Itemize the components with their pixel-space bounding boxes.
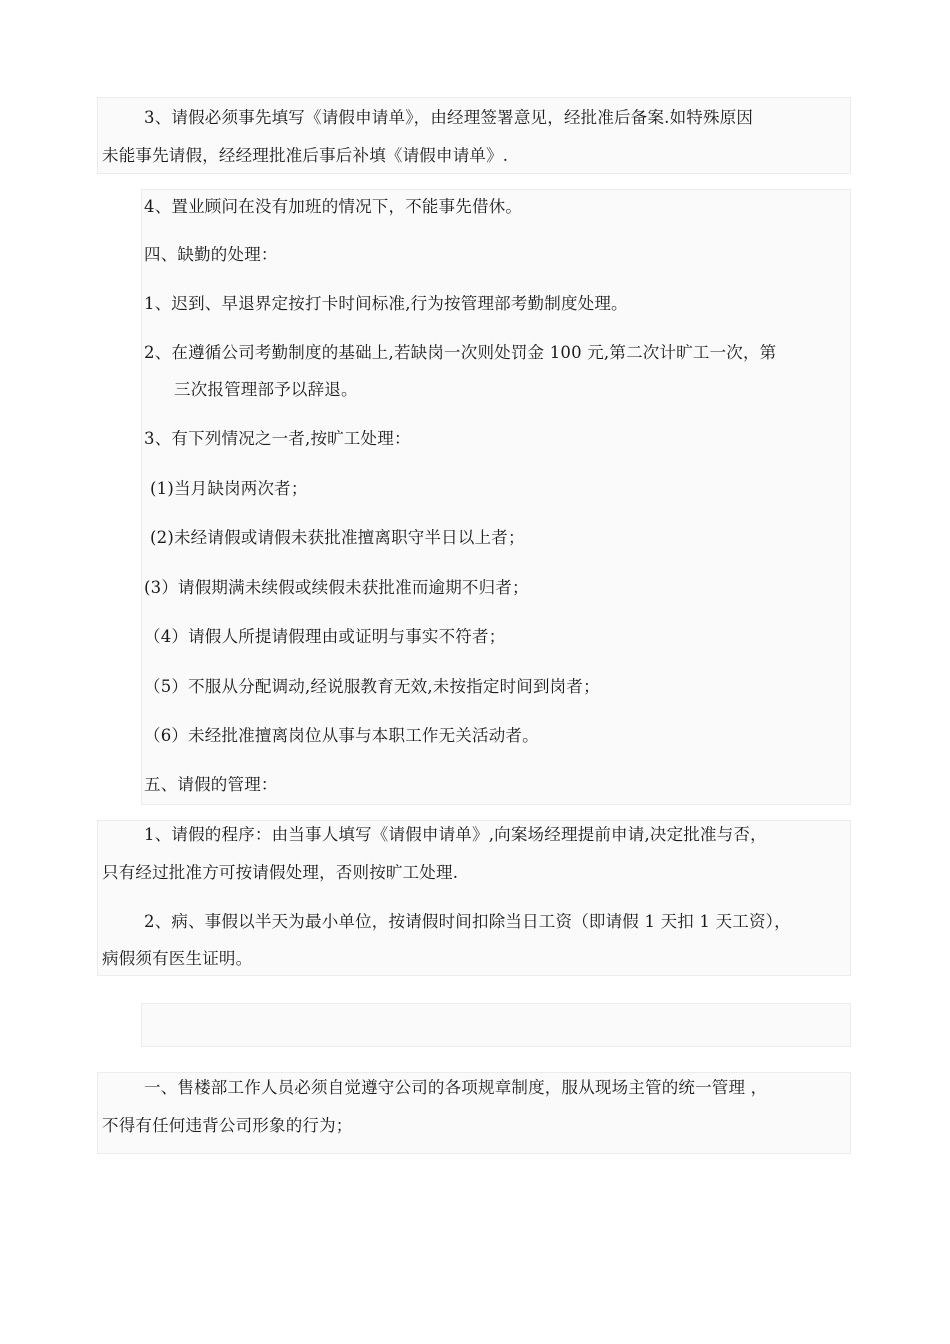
text-line: 4、置业顾问在没有加班的情况下，不能事先借休。 (144, 197, 523, 216)
paragraph-leave-application (97, 97, 851, 174)
list-item: 3、有下列情况之一者,按旷工处理： (144, 429, 411, 448)
text-line: 只有经过批准方可按请假处理，否则按旷工处理. (102, 863, 459, 882)
section-absence-handling (141, 189, 851, 805)
list-item: 2、在遵循公司考勤制度的基础上,若缺岗一次则处罚金 100 元,第二次计旷工一次，第 (144, 343, 777, 362)
list-item: （4）请假人所提请假理由或证明与事实不符者； (144, 627, 506, 646)
list-item: 2、病、事假以半天为最小单位，按请假时间扣除当日工资（即请假 1 天扣 1 天工资）， (144, 912, 791, 931)
list-item: 1、迟到、早退界定按打卡时间标准,行为按管理部考勤制度处理。 (144, 294, 628, 313)
list-item: (1)当月缺岗两次者； (150, 479, 308, 498)
subheading: 四、缺勤的处理： (144, 245, 278, 264)
text-line: 3、请假必须事先填写《请假申请单》，由经理签署意见，经批准后备案.如特殊原因 (144, 108, 754, 127)
list-item: (3）请假期满未续假或续假未获批准而逾期不归者； (144, 578, 529, 597)
list-item: （6）未经批准擅离岗位从事与本职工作无关活动者。 (144, 726, 539, 745)
paragraph-duties (97, 1072, 851, 1154)
list-item: (2)未经请假或请假未获批准擅离职守半日以上者； (150, 528, 525, 547)
section-leave-management (97, 820, 851, 976)
list-item: （5）不服从分配调动,经说服教育无效,未按指定时间到岗者； (144, 677, 600, 696)
chapter-heading (141, 1003, 851, 1047)
list-item: 一、售楼部工作人员必须自觉遵守公司的各项规章制度，服从现场主管的统一管理 ， (144, 1078, 768, 1097)
text-line: 三次报管理部予以辞退。 (174, 380, 358, 399)
text-line: 病假须有医生证明。 (102, 949, 253, 968)
text-line: 未能事先请假，经经理批准后事后补填《请假申请单》. (102, 146, 509, 165)
list-item: 1、请假的程序：由当事人填写《请假申请单》,向案场经理提前申请,决定批准与否， (144, 825, 767, 844)
text-line: 不得有任何违背公司形象的行为； (102, 1116, 353, 1135)
subheading: 五、请假的管理： (144, 775, 278, 794)
